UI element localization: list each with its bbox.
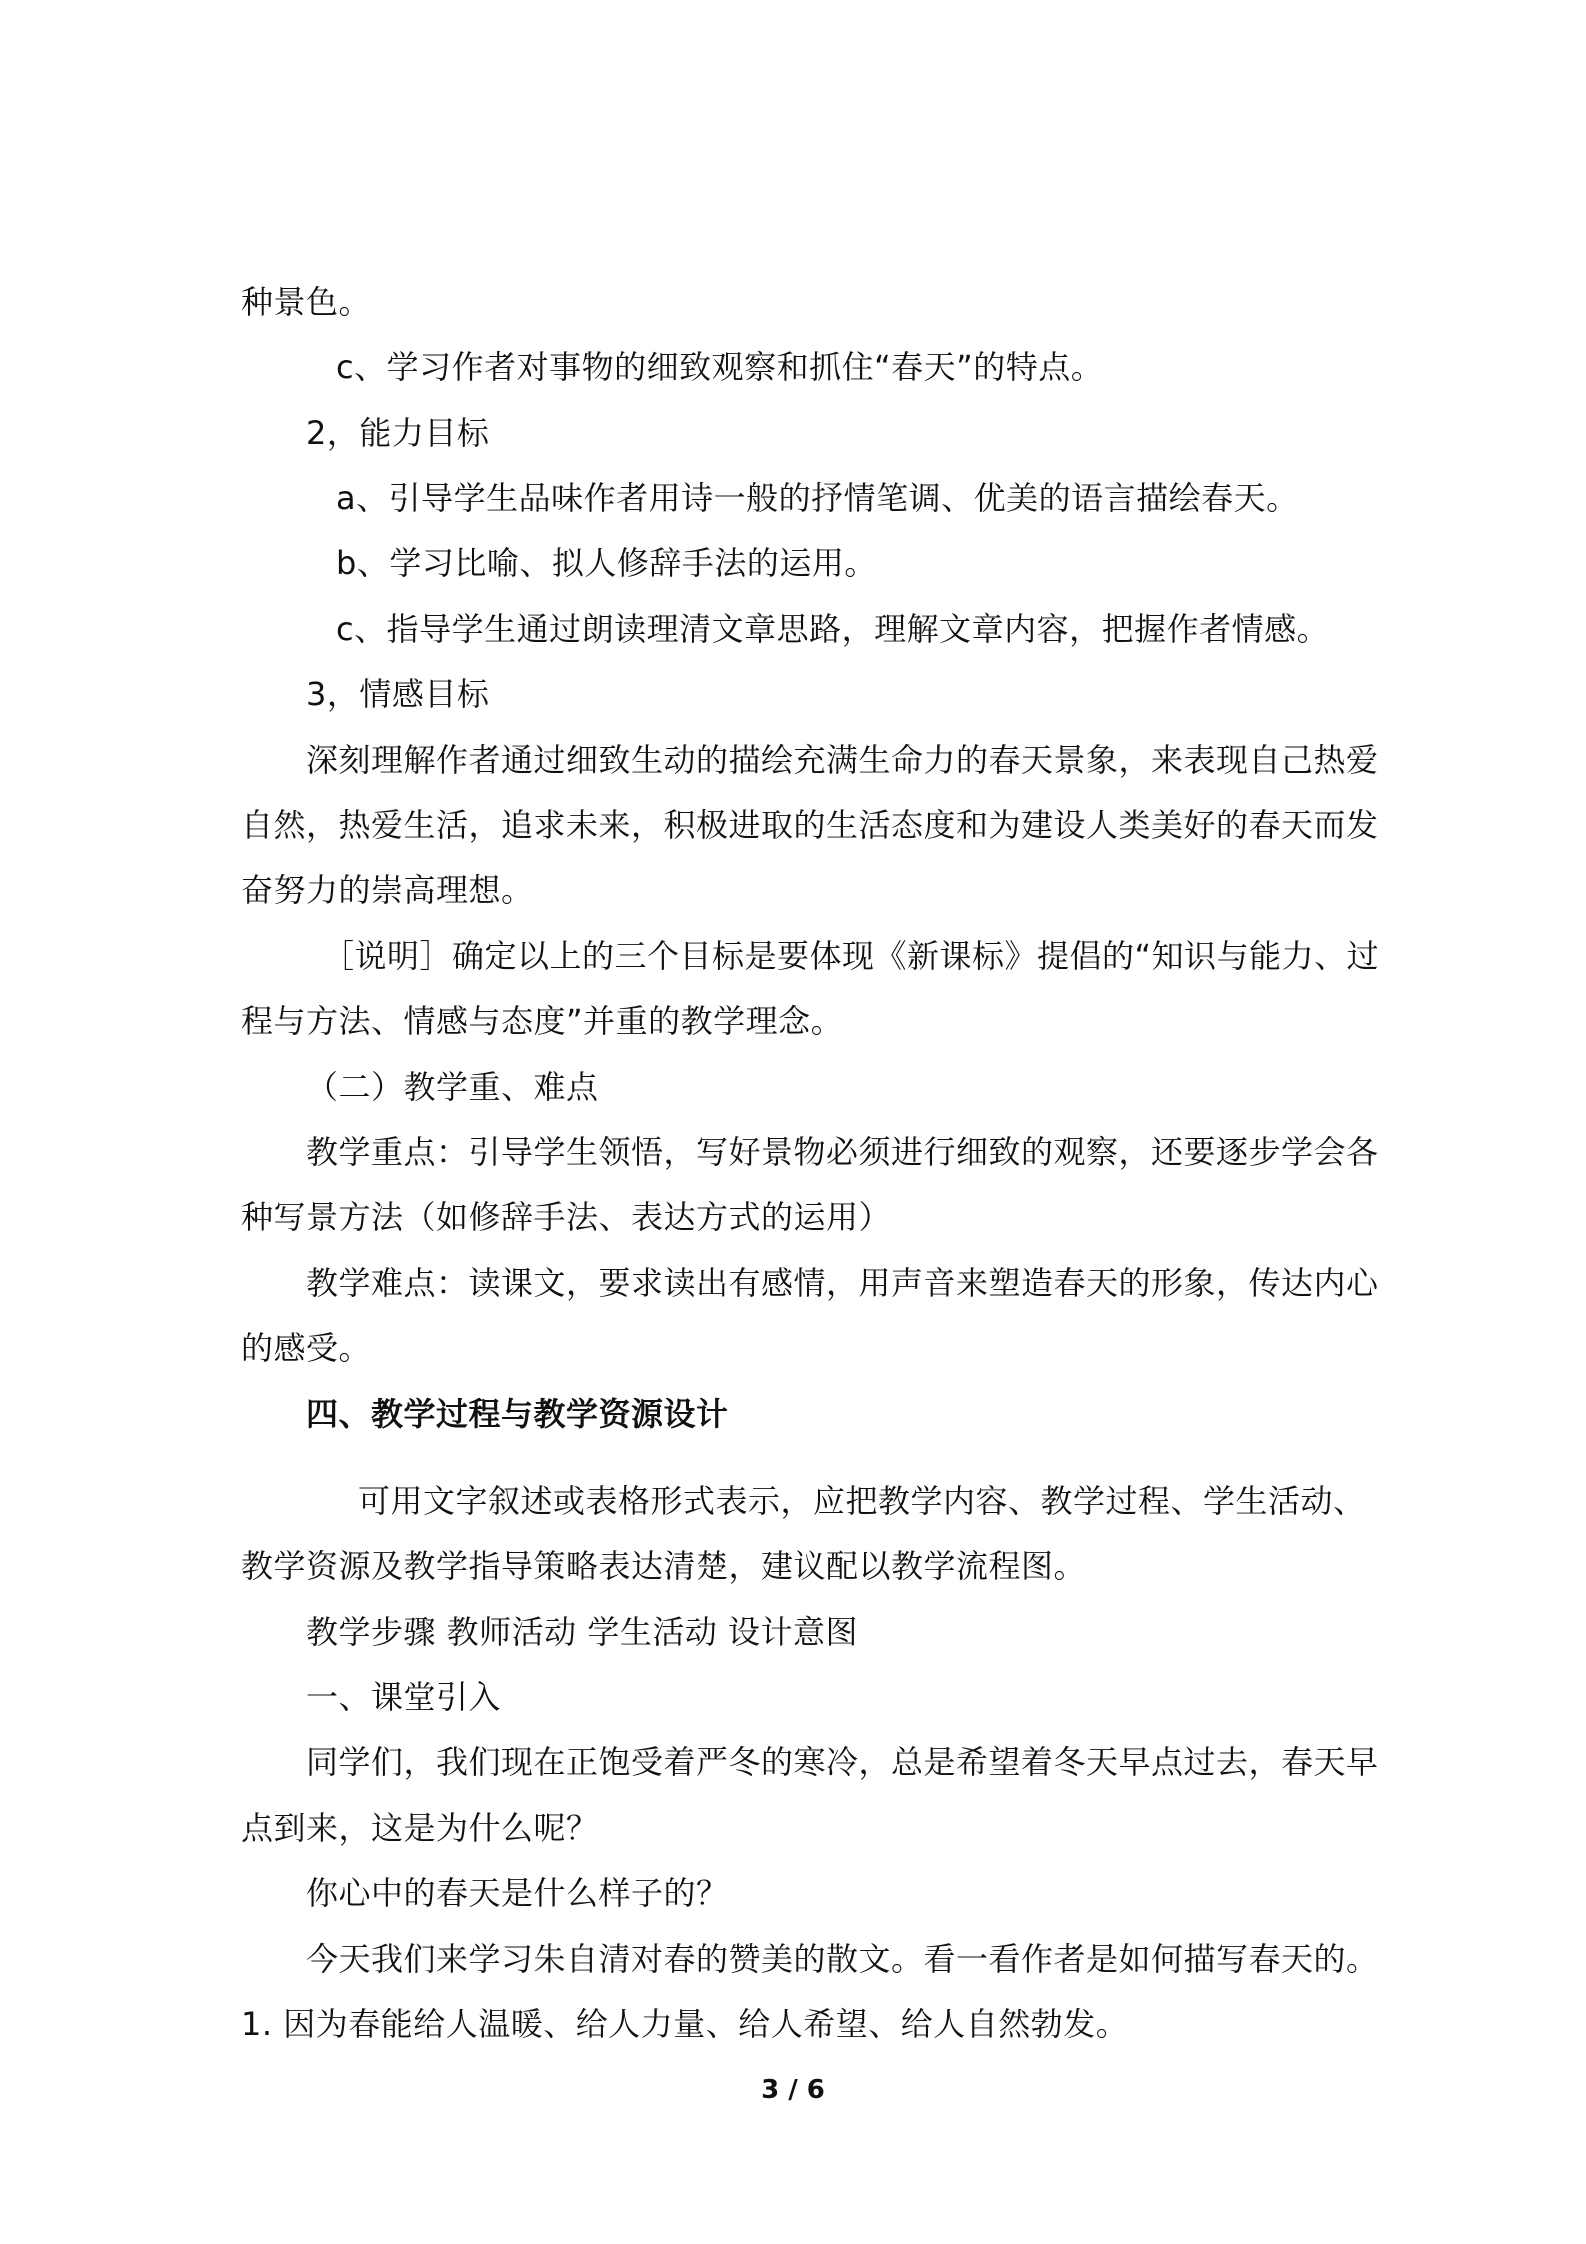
text-line: 自然，热爱生活，追求未来，积极进取的生活态度和为建设人类美好的春天而发 — [241, 806, 1379, 844]
text-line: 教学难点：读课文，要求读出有感情，用声音来塑造春天的形象，传达内心 — [306, 1264, 1379, 1302]
text-line: 可用文字叙述或表格形式表示，应把教学内容、教学过程、学生活动、 — [358, 1482, 1366, 1520]
text-line: 你心中的春天是什么样子的？ — [306, 1874, 729, 1912]
text-line: 点到来，这是为什么呢？ — [241, 1809, 599, 1847]
text-line: 教学资源及教学指导策略表达清楚，建议配以教学流程图。 — [241, 1547, 1087, 1585]
section-heading: 一、课堂引入 — [306, 1678, 502, 1716]
text-line: 奋努力的崇高理想。 — [241, 871, 534, 909]
text-line: 1. 因为春能给人温暖、给人力量、给人希望、给人自然勃发。 — [241, 2005, 1129, 2043]
text-line: c、学习作者对事物的细致观察和抓住“春天”的特点。 — [336, 348, 1104, 386]
text-line: 教学重点：引导学生领悟，写好景物必须进行细致的观察，还要逐步学会各 — [306, 1133, 1379, 1171]
text-line: 的感受。 — [241, 1329, 372, 1367]
text-line: 程与方法、情感与态度”并重的教学理念。 — [241, 1002, 844, 1040]
text-line: a、引导学生品味作者用诗一般的抒情笔调、优美的语言描绘春天。 — [336, 479, 1299, 517]
text-line: b、学习比喻、拟人修辞手法的运用。 — [336, 544, 877, 582]
table-header-line: 教学步骤 教师活动 学生活动 设计意图 — [306, 1613, 859, 1651]
page-number: 3 / 6 — [761, 2075, 825, 2105]
text-line: c、指导学生通过朗读理清文章思路，理解文章内容，把握作者情感。 — [336, 610, 1330, 648]
text-line: 今天我们来学习朱自清对春的赞美的散文。看一看作者是如何描写春天的。 — [306, 1940, 1379, 1978]
text-line: 种景色。 — [241, 283, 372, 321]
text-line: 2，能力目标 — [306, 414, 490, 452]
text-line: 深刻理解作者通过细致生动的描绘充满生命力的春天景象，来表现自己热爱 — [306, 741, 1379, 779]
text-line: ［说明］确定以上的三个目标是要体现《新课标》提倡的“知识与能力、过 — [322, 937, 1380, 975]
text-line: 种写景方法（如修辞手法、表达方式的运用） — [241, 1198, 892, 1236]
section-heading-bold: 四、教学过程与教学资源设计 — [306, 1395, 729, 1433]
text-line: 同学们，我们现在正饱受着严冬的寒冷，总是希望着冬天早点过去，春天早 — [306, 1743, 1379, 1781]
section-heading: （二）教学重、难点 — [306, 1068, 599, 1106]
text-line: 3，情感目标 — [306, 675, 490, 713]
